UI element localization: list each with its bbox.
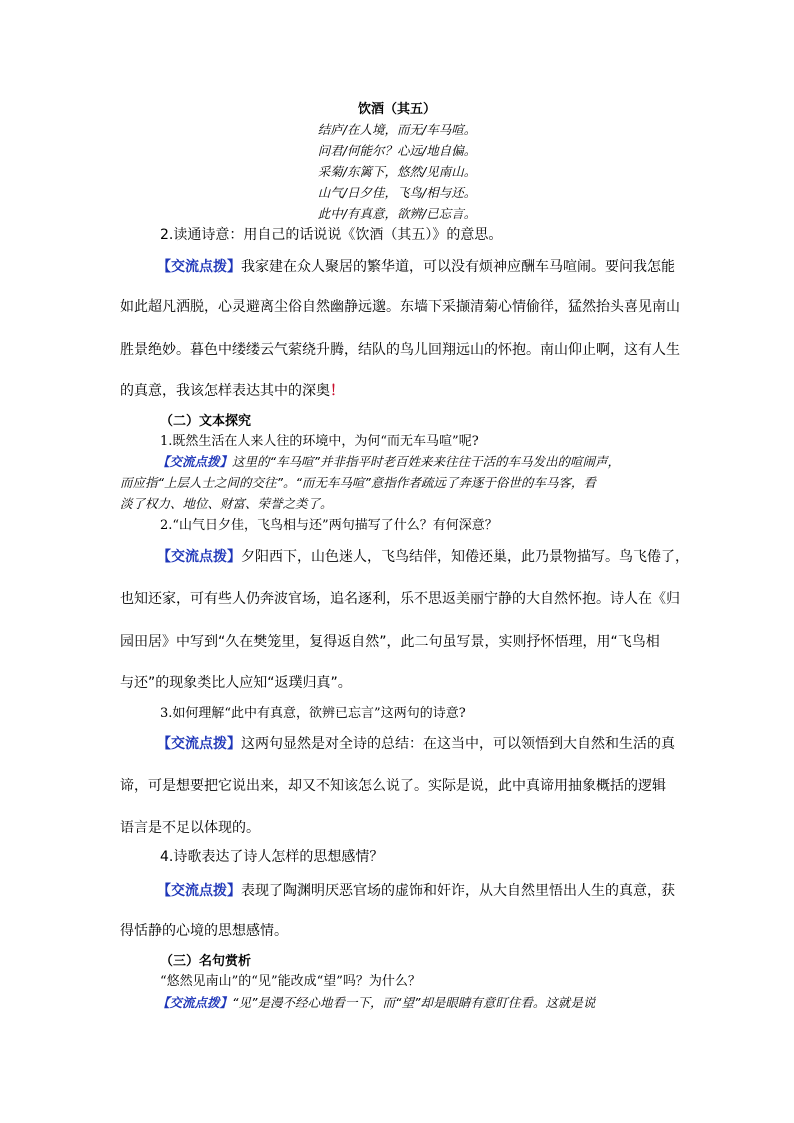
answer-4-line-2: 谛，可是想要把它说出来，却又不知该怎么说了。实际是说，此中真谛用抽象概括的逻辑 bbox=[120, 778, 666, 794]
answer-text: “见”是漫不经心地看一下，而“望”却是眼睛有意盯住看。这就是说 bbox=[232, 995, 596, 1010]
exclamation-mark: ！ bbox=[330, 383, 344, 399]
answer-1-line-3: 胜景绝妙。暮色中缕缕云气萦绕升腾，结队的鸟儿回翔远山的怀抱。南山仰止啊，这有人生 bbox=[120, 342, 680, 358]
tag-label: 【交流点拨】 bbox=[157, 259, 241, 275]
poem-line-2: 问君/何能尔？心远/地自偏。 bbox=[317, 143, 477, 158]
answer-text: 我家建在众人聚居的繁华道，可以没有烦神应酬车马喧闹。要问我怎能 bbox=[241, 259, 675, 275]
question-1: 1.既然生活在人来人往的环境中，为何“而无车马喧”呢? bbox=[160, 434, 479, 449]
answer-3-line-4: 与还”的现象类比人应知“返璞归真”。 bbox=[120, 675, 352, 691]
poem-line-1: 结庐/在人境，而无/车马喧。 bbox=[317, 122, 477, 137]
answer-1-line-4 bbox=[120, 380, 344, 400]
answer-text: 夕阳西下，山色迷人，飞鸟结伴，知倦还巢，此乃景物描写。鸟飞倦了， bbox=[241, 549, 689, 565]
question-5: “悠然见南山”的“见”能改成“望”吗？为什么？ bbox=[160, 974, 421, 989]
poem-line-5: 此中/有真意，欲辨/已忘言。 bbox=[317, 206, 477, 221]
section-2-heading: （二）文本探究 bbox=[160, 414, 252, 429]
answer-1-line-2: 如此超凡洒脱，心灵避离尘俗自然幽静远邈。东墙下采撷清菊心情偷徉，猛然抬头喜见南山 bbox=[120, 299, 680, 315]
section-3-heading: （三）名句赏析 bbox=[160, 954, 252, 969]
answer-1-line-1 bbox=[157, 256, 675, 276]
answer-6-line-1 bbox=[157, 993, 595, 1011]
answer-3-line-2: 也知还家，可有些人仍奔波官场，追名逐利，乐不思返美丽宁静的大自然怀抱。诗人在《归 bbox=[120, 591, 680, 607]
answer-2-line-1 bbox=[157, 452, 620, 470]
answer-4-line-3: 语言是不足以体现的。 bbox=[120, 820, 260, 836]
question-3: 3.如何理解“此中有真意，欲辨已忘言”这两句的诗意? bbox=[160, 706, 466, 721]
question-read-poem: 2.读通诗意：用自己的话说说《饮酒（其五）》的意思。 bbox=[160, 227, 503, 243]
tag-label: 【交流点拨】 bbox=[157, 549, 241, 565]
tag-label: 【交流点拨】 bbox=[157, 995, 233, 1010]
tag-label: 【交流点拨】 bbox=[157, 883, 241, 899]
tag-label: 【交流点拨】 bbox=[157, 736, 241, 752]
answer-5-line-1 bbox=[157, 880, 675, 900]
question-2: 2.“山气日夕佳，飞鸟相与还”两句描写了什么？有何深意？ bbox=[160, 518, 498, 533]
answer-5-line-2: 得恬静的心境的思想感情。 bbox=[120, 923, 288, 939]
question-4: 4.诗歌表达了诗人怎样的思想感情？ bbox=[160, 849, 384, 865]
tag-label: 【交流点拨】 bbox=[157, 454, 233, 469]
answer-3-line-3: 园田居》中写到“久在樊笼里，复得返自然”，此二句虽写景，实则抒怀悟理，用“飞鸟相 bbox=[120, 634, 660, 650]
poem-line-4: 山气/日夕佳，飞鸟/相与还。 bbox=[317, 185, 477, 200]
poem-title: 饮酒（其五） bbox=[357, 102, 436, 117]
answer-4-line-1 bbox=[157, 733, 675, 753]
poem-line-3: 采菊/东篱下，悠然/见南山。 bbox=[317, 164, 477, 179]
answer-text: 的真意，我该怎样表达其中的深奥 bbox=[120, 383, 330, 399]
answer-2-line-2: 而应指“上层人士之间的交往”。“而无车马喧”意指作者疏远了奔逐于俗世的车马客，看 bbox=[120, 475, 596, 490]
answer-text: 表现了陶渊明厌恶官场的虚饰和奸诈，从大自然里悟出人生的真意，获 bbox=[241, 883, 675, 899]
answer-text: 这两句显然是对全诗的总结：在这当中，可以领悟到大自然和生活的真 bbox=[241, 736, 675, 752]
answer-2-line-3: 淡了权力、地位、财富、荣誉之类了。 bbox=[120, 496, 333, 511]
answer-3-line-1 bbox=[157, 546, 689, 566]
answer-text: 这里的“车马喧”并非指平时老百姓来来往往干活的车马发出的喧闹声， bbox=[232, 454, 620, 469]
